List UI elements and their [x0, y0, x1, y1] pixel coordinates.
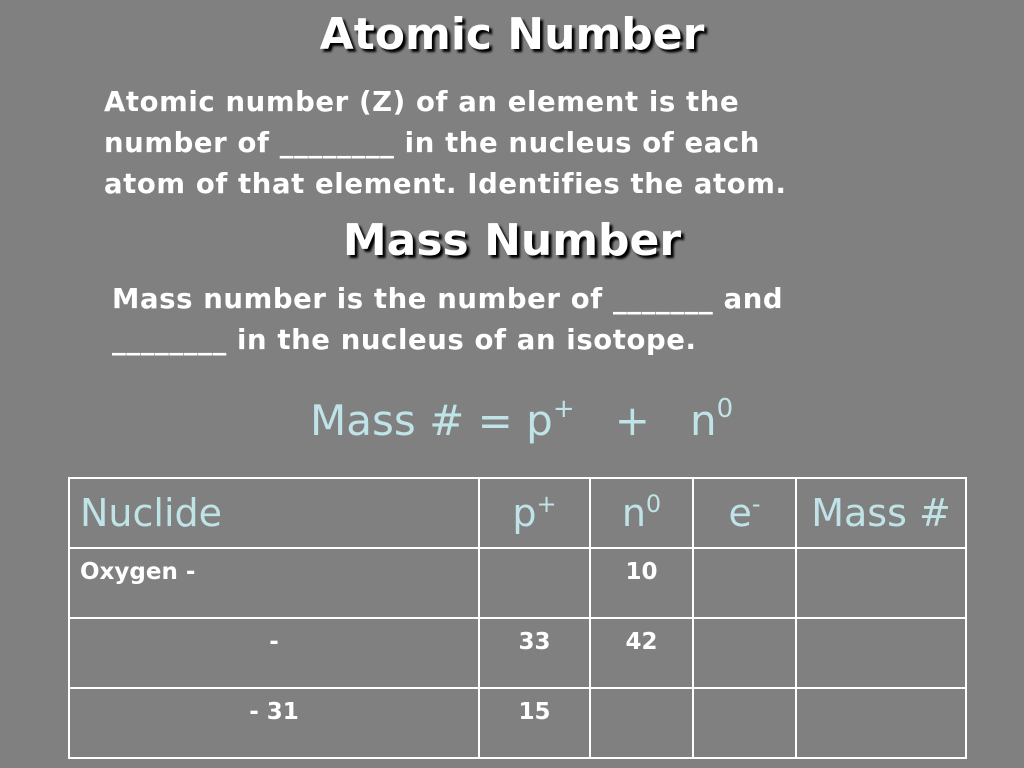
mass-number-title: Mass Number	[342, 215, 682, 266]
cell-mass-number	[796, 548, 966, 618]
cell-neutrons: 42	[590, 618, 693, 688]
mass-definition-line: ________ in the nucleus of an isotope.	[112, 324, 697, 356]
formula-p-charge: +	[552, 394, 575, 424]
cell-mass-number	[796, 618, 966, 688]
header-protons: p+	[479, 478, 590, 548]
cell-nuclide: - 31	[69, 688, 479, 758]
header-nuclide: Nuclide	[69, 478, 479, 548]
cell-protons: 33	[479, 618, 590, 688]
atomic-definition-line: atom of that element. Identifies the atom.	[104, 168, 787, 200]
mass-number-definition	[112, 279, 783, 361]
formula-n-charge: 0	[716, 394, 734, 424]
table-row	[69, 548, 966, 618]
cell-electrons	[693, 548, 796, 618]
cell-electrons	[693, 688, 796, 758]
cell-neutrons: 10	[590, 548, 693, 618]
header-electrons: e-	[693, 478, 796, 548]
formula-n: n	[689, 396, 717, 445]
table-row	[69, 688, 966, 758]
formula-lhs: Mass # = p	[310, 396, 553, 445]
header-neutrons: $n^0$	[590, 478, 693, 548]
atomic-number-title: Atomic Number	[319, 9, 705, 60]
atomic-definition-line: number of ________ in the nucleus of each	[104, 127, 760, 159]
cell-nuclide: -	[69, 618, 479, 688]
nuclide-table	[68, 477, 967, 759]
atomic-number-definition	[104, 82, 787, 205]
cell-neutrons	[590, 688, 693, 758]
cell-protons: 15	[479, 688, 590, 758]
cell-protons	[479, 548, 590, 618]
cell-nuclide: Oxygen -	[69, 548, 479, 618]
header-mass-number: Mass #	[796, 478, 966, 548]
table-row	[69, 618, 966, 688]
atomic-definition-line: Atomic number (Z) of an element is the	[104, 86, 740, 118]
mass-number-formula	[310, 394, 734, 445]
cell-mass-number	[796, 688, 966, 758]
formula-plus: +	[614, 396, 650, 445]
mass-definition-line: Mass number is the number of _______ and	[112, 283, 784, 315]
table-header-row	[69, 478, 966, 548]
cell-electrons	[693, 618, 796, 688]
